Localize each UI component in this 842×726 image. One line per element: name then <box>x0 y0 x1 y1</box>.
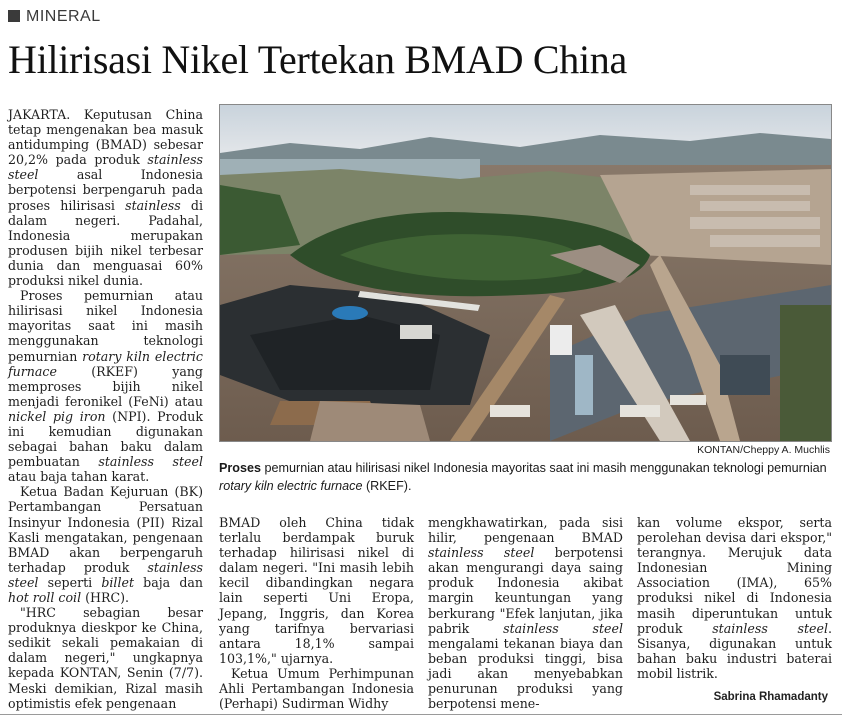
rubric-square-icon <box>8 10 20 22</box>
body-paragraph-1: JAKARTA. Keputusan China tetap mengenakan bea masuk antidumping (BMAD) sebesar 20,2% pada produk stainless steel asal Indonesia berpotensi berpengaruh pada proses hilirisasi stainless di dalam negeri. Padahal, Indonesia merupakan produsen bijih nikel terbesar dunia dan menguasai 60% produksi nikel dunia. <box>8 107 203 289</box>
article-photo <box>219 104 832 442</box>
body-column-4 <box>637 515 832 681</box>
body-paragraph-4: "HRC sebagian besar produknya dieskpor ke China, sedikit sekali pemakaian di dalam negeri," ungkapnya kepada KONTAN, Senin (7/7). Meski demikian, Rizal masih optimistis efek pengenaan <box>8 605 203 711</box>
photo-credit: KONTAN/Cheppy A. Muchlis <box>697 444 830 456</box>
body-paragraph-5-end: kan volume ekspor, serta perolehan devisa dari ekspor," terangnya. Merujuk data Indonesian Mining Association (IMA), 65% produksi nikel di Indonesia masih diperuntukan untuk produk stainless steel. Sisanya, digunakan untuk bahan baku industri baterai mobil listrik. <box>637 515 832 681</box>
rubric-label: MINERAL <box>26 8 101 25</box>
nickel-smelter-aerial-photo <box>220 105 831 441</box>
body-column-2 <box>219 515 414 711</box>
body-paragraph-2: Proses pemurnian atau hilirisasi nikel Indonesia mayoritas saat ini masih menggunakan teknologi pemurnian rotary kiln electric furnace (RKEF) yang memproses bijih nikel menjadi feronikel (FeNi) atau nickel pig iron (NPI). Produk ini kemudian digunakan sebagai bahan baku dalam pembuatan stainless steel atau baja tahan karat. <box>8 288 204 485</box>
body-paragraph-5: Ketua Umum Perhimpunan Ahli Pertambangan Indonesia (Perhapi) Sudirman Widhy <box>219 665 414 712</box>
body-paragraph-4-cont: BMAD oleh China tidak terlalu berdampak buruk terhadap hilirisasi nikel di dalam negeri. "Ini masih lebih kecil dibandingkan negara lain seperti Uni Eropa, Jepang, Inggris, dan Korea yang tarifnya bervariasi antara 18,1% sampai 103,1%," ujarnya. <box>219 515 414 666</box>
bottom-rule <box>0 714 842 715</box>
body-paragraph-5-cont: mengkhawatirkan, pada sisi hilir, pengenaan BMAD stainless steel berpotensi akan mengurangi daya saing produk Indonesia akibat margin keuntungan yang berkurang "Efek lanjutan, jika pabrik stainless steel mengalami tekanan biaya dan beban produksi tinggi, bisa jadi akan menyebabkan penurunan produksi yang berpotensi mene- <box>428 515 623 712</box>
section-rubric <box>8 8 101 26</box>
body-paragraph-3: Ketua Badan Kejuruan (BK) Pertambangan Persatuan Insinyur Indonesia (PII) Rizal Kasli mengatakan, pengenaan BMAD akan berpengaruh terhadap produk stainless steel seperti billet baja dan hot roll coil (HRC). <box>8 484 204 605</box>
article-headline: Hilirisasi Nikel Tertekan BMAD China <box>8 37 627 82</box>
body-column-3 <box>428 515 623 711</box>
body-column-1 <box>8 107 203 711</box>
photo-caption: Proses pemurnian atau hilirisasi nikel Indonesia mayoritas saat ini masih menggunakan teknologi pemurnian rotary kiln electric furnace (RKEF). <box>219 461 827 493</box>
author-byline: Sabrina Rhamadanty <box>713 691 828 703</box>
